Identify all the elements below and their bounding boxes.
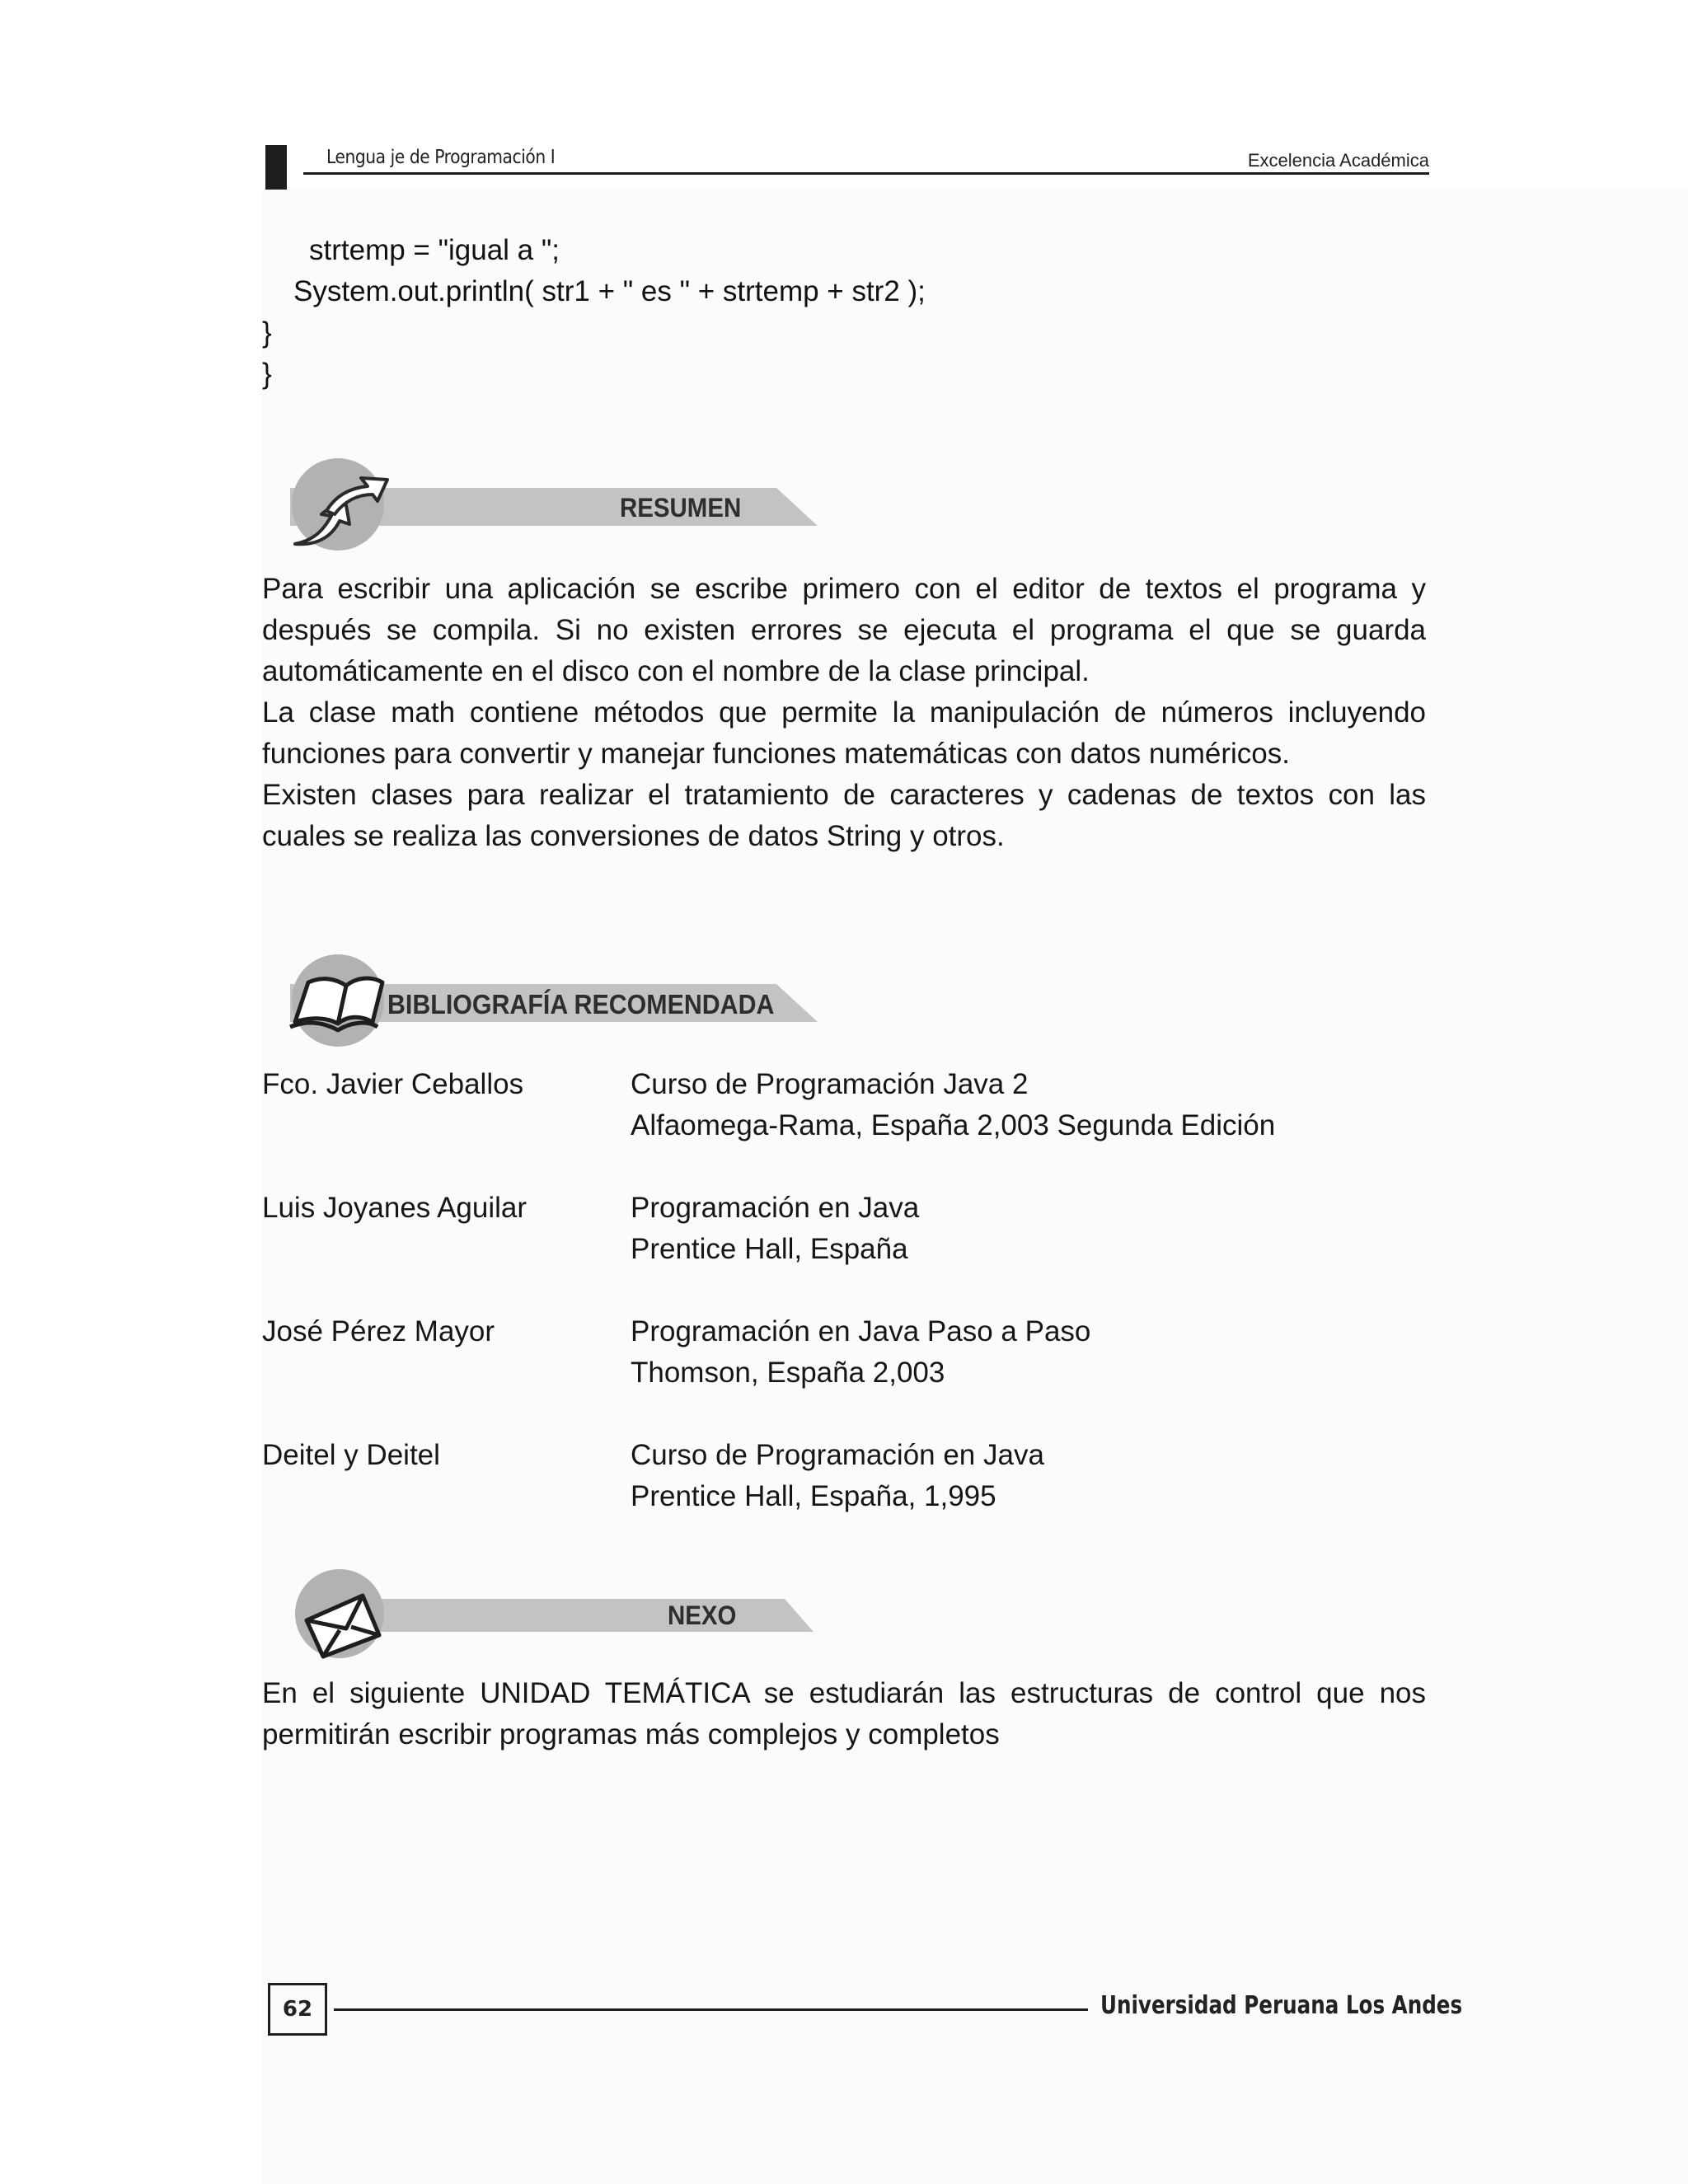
paragraph: Para escribir una aplicación se escribe primero con el editor de textos el programa y después se compila. Si no existen errores se ejecuta el programa el que se guarda automáticamente en el disco con el nombre de la clase principal. (262, 573, 1426, 687)
code-line: strtemp = "igual a "; (309, 234, 560, 266)
bib-title: Programación en Java Paso a Paso (631, 1315, 1091, 1347)
course-title: Lengua je de Programación I (326, 147, 556, 168)
paragraph: Existen clases para realizar el tratamiento de caracteres y cadenas de textos con las cuales se realiza las conversiones de datos String y otros. (262, 779, 1426, 852)
resumen-banner (265, 452, 826, 554)
code-line: System.out.println( str1 + " es " + strtemp + str2 ); (293, 275, 926, 307)
bib-title: Curso de Programación en Java (631, 1439, 1044, 1471)
bib-publisher: Alfaomega-Rama, España 2,003 Segunda Edición (631, 1109, 1276, 1141)
university-name: Universidad Peruana Los Andes (1100, 1991, 1463, 2020)
bib-publisher: Thomson, España 2,003 (631, 1357, 945, 1389)
bib-title: Programación en Java (631, 1192, 920, 1224)
paragraph: La clase math contiene métodos que permite la manipulación de números incluyendo funciones para convertir y manejar funciones matemáticas con datos numéricos. (262, 696, 1426, 770)
nexo-text (262, 1673, 1426, 1755)
bib-author: Luis Joyanes Aguilar (262, 1192, 528, 1224)
bib-author: Fco. Javier Ceballos (262, 1068, 524, 1100)
bib-publisher: Prentice Hall, España, 1,995 (631, 1480, 996, 1512)
paragraph: En el siguiente UNIDAD TEMÁTICA se estudiarán las estructuras de control que nos permitirán escribir programas más complejos y completos (262, 1677, 1426, 1750)
code-line: } (262, 316, 272, 349)
nexo-title: NEXO (668, 1601, 737, 1630)
code-line: } (262, 358, 272, 390)
nexo-banner (274, 1563, 834, 1665)
header-rule (303, 172, 1429, 175)
footer-rule (334, 2008, 1088, 2011)
bibliografia-banner (265, 948, 826, 1050)
bib-publisher: Prentice Hall, España (631, 1233, 908, 1265)
resumen-title: RESUMEN (620, 493, 742, 523)
resumen-text (262, 569, 1426, 857)
bibliografia-title: BIBLIOGRAFÍA RECOMENDADA (387, 989, 775, 1019)
bib-author: Deitel y Deitel (262, 1439, 440, 1471)
header-marker (265, 145, 287, 190)
header-tagline: Excelencia Académica (1247, 150, 1429, 171)
page-number: 62 (268, 1983, 327, 2036)
bib-author: José Pérez Mayor (262, 1315, 495, 1347)
bib-title: Curso de Programación Java 2 (631, 1068, 1029, 1100)
